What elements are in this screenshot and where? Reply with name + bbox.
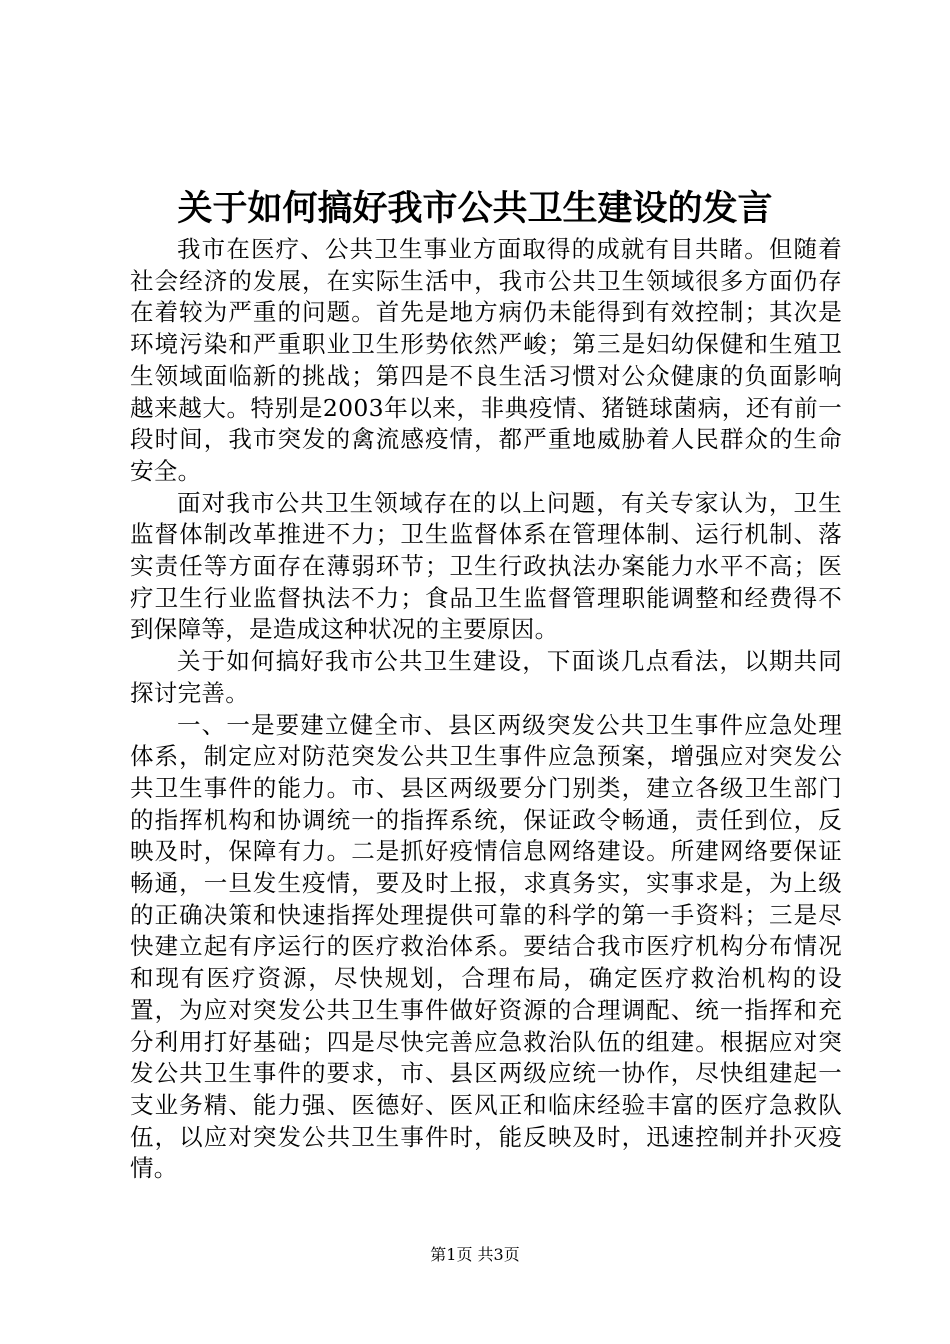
paragraph-1: 我市在医疗、公共卫生事业方面取得的成就有目共睹。但随着社会经济的发展，在实际生活中，我市公共卫生领域很多方面仍存在着较为严重的问题。首先是地方病仍未能得到有效控制；其次是环境污染和严重职业卫生形势依然严峻；第三是妇幼保健和生殖卫生领域面临新的挑战；第四是不良生活习惯对公众健康的负面影响越来越大。特别是2003年以来，非典疫情、猪链球菌病，还有前一段时间，我市突发的禽流感疫情，都严重地威胁着人民群众的生命安全。 (130, 235, 842, 485)
page-footer: 第1页 共3页 (430, 1245, 520, 1264)
paragraph-4: 一、一是要建立健全市、县区两级突发公共卫生事件应急处理体系，制定应对防范突发公共卫生事件应急预案，增强应对突发公共卫生事件的能力。市、县区两级要分门别类，建立各级卫生部门的指挥机构和协调统一的指挥系统，保证政令畅通，责任到位，反映及时，保障有力。二是抓好疫情信息网络建设。所建网络要保证畅通，一旦发生疫情，要及时上报，求真务实，实事求是，为上级的正确决策和快速指挥处理提供可靠的科学的第一手资料；三是尽快建立起有序运行的医疗救治体系。要结合我市医疗机构分布情况和现有医疗资源，尽快规划，合理布局，确定医疗救治机构的设置，为应对突发公共卫生事件做好资源的合理调配、统一指挥和充分利用打好基础；四是尽快完善应急救治队伍的组建。根据应对突发公共卫生事件的要求，市、县区两级应统一协作，尽快组建起一支业务精、能力强、医德好、医风正和临床经验丰富的医疗急救队伍，以应对突发公共卫生事件时，能反映及时，迅速控制并扑灭疫情。 (130, 710, 842, 1183)
document-title: 关于如何搞好我市公共卫生建设的发言 (177, 188, 773, 229)
paragraph-2: 面对我市公共卫生领域存在的以上问题，有关专家认为，卫生监督体制改革推进不力；卫生监督体系在管理体制、运行机制、落实责任等方面存在薄弱环节；卫生行政执法办案能力水平不高；医疗卫生行业监督执法不力；食品卫生监督管理职能调整和经费得不到保障等，是造成这种状况的主要原因。 (130, 488, 842, 644)
paragraph-3: 关于如何搞好我市公共卫生建设，下面谈几点看法，以期共同探讨完善。 (130, 647, 842, 707)
document-body (130, 234, 842, 1185)
